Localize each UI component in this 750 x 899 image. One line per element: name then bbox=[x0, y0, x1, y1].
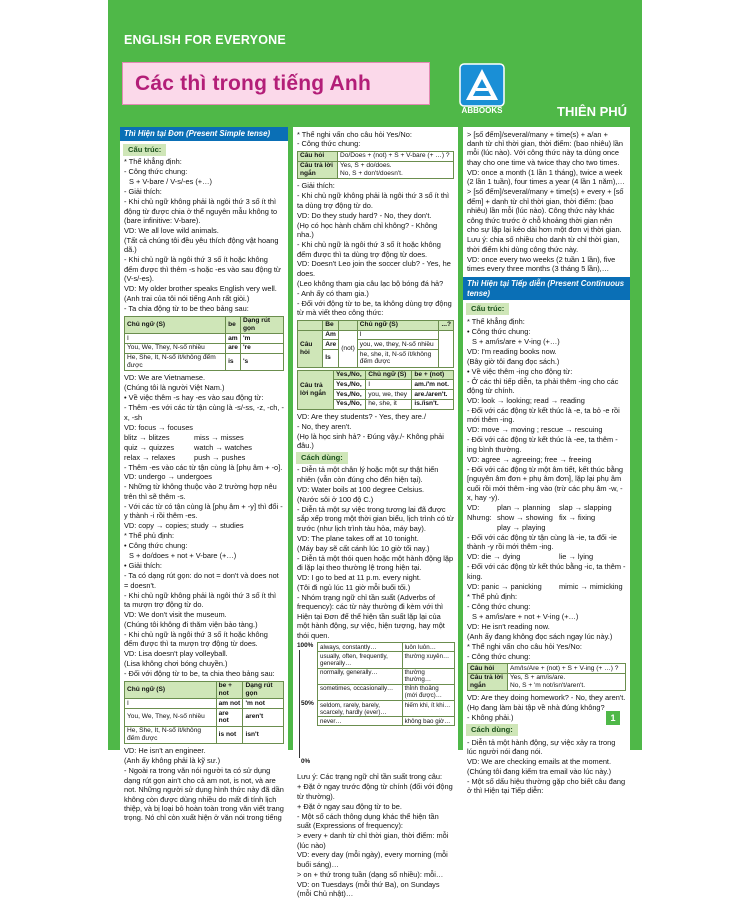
text-line: - Công thức chung: bbox=[124, 167, 188, 177]
example: VD: once every two weeks (2 tuần 1 lần), five times every three months (3 tháng 5 lần),… bbox=[467, 254, 616, 274]
table-header: be + (not) bbox=[412, 370, 454, 380]
logo-text: ABBOOKS bbox=[461, 106, 503, 115]
example-row bbox=[463, 503, 630, 512]
text-line: - Khi chủ ngữ là ngôi thứ 3 số ít hoặc không đếm được thì ta dùng trợ động từ does. bbox=[297, 240, 441, 259]
translation: (Tôi đi ngủ lúc 11 giờ mỗi buổi tối.) bbox=[297, 582, 411, 592]
text-line: * Thể khẳng định: bbox=[467, 316, 525, 326]
example-item: push → pushes bbox=[194, 452, 246, 462]
translation: (Lisa không chơi bóng chuyền.) bbox=[124, 659, 228, 669]
example: VD: We all love wild animals. bbox=[124, 225, 219, 235]
example: VD: copy → copies; study → studies bbox=[124, 521, 244, 531]
table-header: Be bbox=[323, 320, 339, 330]
table-cell: You, We, They, N-số nhiều bbox=[125, 709, 217, 727]
text-line: - Ở các thì tiếp diễn, ta phải thêm -ing cho các động từ chính. bbox=[467, 376, 619, 395]
translation: (Bây giờ tôi đang đọc sách.) bbox=[467, 356, 560, 366]
answer-yes: Yes, S + am/is/are. bbox=[510, 674, 566, 682]
be-answer-table bbox=[297, 370, 454, 410]
adverb: always, constantly… bbox=[318, 643, 403, 652]
example-row bbox=[463, 513, 630, 522]
text-line: - Nhóm trạng ngữ chỉ tần suất (Adverbs of frequency): các từ này thường đi kèm với thì Hiện tại Đơn để thể hiện tần suất lặp lại của một hành động, sự việc, hiện tượng, hay một thói quen. bbox=[297, 592, 445, 640]
example: VD: Are they students? - Yes, they are./ bbox=[297, 411, 426, 421]
percent-50: 50% bbox=[301, 700, 314, 708]
example-row bbox=[463, 552, 630, 561]
page-title: Các thì trong tiếng Anh bbox=[135, 71, 371, 95]
example-item: slap → slapping bbox=[559, 503, 612, 513]
table-header: Chủ ngữ (S) bbox=[125, 681, 217, 699]
example-item: VD: panic → panicking bbox=[467, 581, 542, 591]
table-header: be + not bbox=[216, 681, 243, 699]
translation: (Chúng tôi là người Việt Nam.) bbox=[124, 383, 225, 393]
table-header: ...? bbox=[439, 320, 454, 330]
table-cell: is not bbox=[216, 726, 243, 744]
text-line: - Đối với các động từ một âm tiết, kết thúc bằng [nguyên âm đơn + phụ âm đơn], lặp lại phụ âm cuối rồi mới thêm -ing vào (trừ các phụ âm -w, -x, hay -y). bbox=[467, 464, 624, 503]
continuous-question-table bbox=[467, 663, 626, 691]
text-line: - Khi chủ ngữ là ngôi thứ 3 số ít hoặc không đếm được thì thêm -s hoặc -es vào sau động từ (V-s/-es). bbox=[124, 255, 281, 284]
table-header: Chủ ngữ (S) bbox=[357, 320, 439, 330]
example-item: Nhưng: bbox=[467, 513, 492, 523]
formula: S + do/does + not + V-bare (+…) bbox=[129, 551, 237, 561]
table-header: Yes,/No, bbox=[334, 370, 366, 380]
adverb-meaning: hiếm khi, ít khi… bbox=[402, 701, 454, 717]
example: VD: He isn't an engineer. bbox=[124, 746, 206, 756]
example: VD: We don't visit the museum. bbox=[124, 610, 227, 620]
table-cell: Is bbox=[323, 350, 339, 368]
table-label: Câu trả lời ngắn bbox=[298, 370, 334, 409]
example: VD: I'm reading books now. bbox=[467, 346, 557, 356]
table-cell: I bbox=[357, 330, 439, 340]
to-be-negative-table bbox=[124, 681, 284, 744]
table-header: Chủ ngữ (S) bbox=[366, 370, 412, 380]
table-cell: he, she, it, N-số ít/không đếm được bbox=[357, 350, 439, 368]
example-pair bbox=[120, 443, 288, 452]
table-header: Dạng rút gọn bbox=[240, 316, 283, 334]
example-item: watch → watches bbox=[194, 442, 252, 452]
example: VD: look → looking; read → reading bbox=[467, 395, 585, 405]
structure-label: Cấu trúc: bbox=[123, 144, 166, 156]
be-question-table bbox=[297, 320, 454, 368]
text-line: - Đối với động từ to be, ta không dùng trợ động từ mà viết theo công thức: bbox=[297, 298, 452, 318]
translation: (Leo không tham gia câu lạc bộ bóng đá hả? bbox=[297, 278, 444, 288]
percent-0: 0% bbox=[301, 758, 311, 766]
table-cell: I bbox=[366, 380, 412, 390]
example: VD: Water boils at 100 degree Celsius. bbox=[297, 484, 425, 494]
example: VD: move → moving ; rescue → rescuing bbox=[467, 425, 603, 435]
text-line: - Một số dấu hiệu thường gặp cho biết câu đang ở thì Hiện tại Tiếp diễn: bbox=[467, 776, 626, 796]
frequency-axis bbox=[299, 650, 300, 758]
text-line: > [số đếm]/several/many + time(s) + every + [số đếm] + danh từ chỉ thời gian, thời điểm: (bao nhiêu) lần mỗi (lúc nào). Công thức này khác công thức trước ở chỗ khoảng thời gian nên cho sự lặp lại kéo dài hơn một đơn vị thời gian. bbox=[467, 187, 624, 235]
adverb: never… bbox=[318, 717, 403, 726]
table-cell: 'm bbox=[240, 334, 283, 344]
text-line: - Những từ không thuộc vào 2 trường hợp nêu trên thì sẽ thêm -s. bbox=[124, 482, 277, 501]
translation: (Chúng tôi không đi thăm viện bảo tàng.) bbox=[124, 620, 258, 629]
question-formula-table bbox=[297, 151, 454, 179]
table-cell: 'm not bbox=[243, 699, 284, 709]
table-header: be bbox=[226, 316, 241, 334]
text-line: - Đối với các động từ tận cùng là -ie, ta đổi -ie thành -y rồi mới thêm -ing. bbox=[467, 533, 617, 552]
text-line: - Khi chủ ngữ không phải là ngôi thứ 3 số ít thì động từ được chia ở thể nguyên mẫu không to (bare infinitive: V-bare). bbox=[124, 197, 278, 225]
table-label: Câu hỏi bbox=[468, 664, 508, 674]
text-line: - Đối với các động từ kết thúc bằng -ic, ta thêm -king. bbox=[467, 562, 626, 581]
text-line: - Công thức chung: bbox=[467, 651, 531, 661]
table-cell bbox=[338, 161, 454, 179]
frequency-scale bbox=[297, 642, 454, 770]
text-line: - Ngoài ra trong văn nói người ta có sử dụng dạng rút gọn ain't cho cả am not, is not, và are not. Những người sử dụng hình thức này đã dần không còn được dùng nhiều do mất đi tính lịch thiệp, và bị loại bỏ hoàn toàn trong văn viết trang trọng. Nó chỉ còn xuất hiện ở văn nói trong tiếng bbox=[124, 766, 284, 823]
translation: (Tất cả chúng tôi đều yêu thích động vật hoang dã.) bbox=[124, 235, 279, 255]
translation: (Anh ấy không phải là kỹ sư.) bbox=[124, 756, 221, 766]
example: - No, they aren't. bbox=[297, 421, 352, 431]
example-pair bbox=[120, 433, 288, 442]
translation: (Họ có học hành chăm chỉ không? - Không nha.) bbox=[297, 220, 438, 240]
adverb: normally, generally… bbox=[318, 668, 403, 684]
table-cell: are./aren't. bbox=[412, 390, 454, 400]
table-cell: He, She, It, N-số ít/không đếm được bbox=[125, 353, 226, 371]
note: Lưu ý: chia số nhiều cho danh từ chỉ thời gian, thời điểm khi dùng công thức này. bbox=[467, 235, 620, 254]
example: VD: on Tuesdays (mỗi thứ Ba), on Sundays (mỗi Chủ nhật)… bbox=[297, 879, 440, 899]
series-title: ENGLISH FOR EVERYONE bbox=[124, 33, 286, 47]
example: VD: Are they doing homework? - No, they aren't. bbox=[467, 693, 626, 703]
table-label: Câu hỏi bbox=[298, 151, 338, 161]
example: VD: We are checking emails at the moment. bbox=[467, 756, 612, 766]
adverb-meaning: không bao giờ… bbox=[402, 717, 454, 726]
example: VD: The plane takes off at 10 tonight. bbox=[297, 533, 419, 543]
table-cell bbox=[508, 673, 626, 691]
example: VD: agree → agreeing; free → freeing bbox=[467, 454, 592, 464]
text-line: > every + danh từ chỉ thời gian, thời điểm: mỗi (lúc nào) bbox=[297, 831, 449, 850]
example: VD: focus → focuses bbox=[124, 422, 194, 432]
text-line: - Công thức chung: bbox=[297, 139, 361, 149]
table-cell: Yes,/No, bbox=[334, 399, 366, 409]
column-1 bbox=[120, 127, 288, 823]
example-pair bbox=[120, 453, 288, 462]
text-line: • Về việc thêm -s hay -es vào sau động từ: bbox=[124, 393, 264, 403]
usage-label: Cách dùng: bbox=[296, 452, 348, 464]
book-page bbox=[108, 0, 642, 899]
table-cell: is./isn't. bbox=[412, 399, 454, 409]
text-line: * Thể phủ định: bbox=[124, 531, 174, 541]
example-item: fix → fixing bbox=[559, 513, 596, 523]
usage-label: Cách dùng: bbox=[466, 724, 518, 736]
text-line: - Diễn tả một chân lý hoặc một sự thật hiển nhiên (vẫn còn đúng cho đến hiện tại). bbox=[297, 465, 439, 484]
text-line: - Ta chia động từ to be theo bảng sau: bbox=[124, 304, 249, 314]
text-line: - Thêm -es với các từ tận cùng là -s/-ss, -z, -ch, -x, -sh bbox=[124, 403, 284, 422]
table-cell: Am bbox=[323, 330, 339, 340]
structure-label: Cấu trúc: bbox=[466, 303, 509, 315]
example-row bbox=[463, 582, 630, 591]
text-line: > [số đếm]/several/many + time(s) + a/an + danh từ chỉ thời gian, thời điểm: (bao nhiêu) lần mỗi (lúc nào). Với công thức này ta dùng once thay cho one time và twice thay cho two times. bbox=[467, 129, 623, 167]
table-cell: you, we, they, N-số nhiều bbox=[357, 340, 439, 350]
example: VD: Lisa doesn't play volleyball. bbox=[124, 649, 228, 659]
example: VD: Doesn't Leo join the soccer club? - Yes, he does. bbox=[297, 259, 451, 278]
table-cell: Yes,/No, bbox=[334, 380, 366, 390]
translation: (Anh trai của tôi nói tiếng Anh rất giỏi.) bbox=[124, 294, 250, 304]
table-cell bbox=[439, 330, 454, 367]
table-cell: You, We, They, N-số nhiều bbox=[125, 343, 226, 353]
example-item: VD: die → dying bbox=[467, 552, 521, 562]
page-number: 1 bbox=[606, 711, 620, 725]
example-item: lie → lying bbox=[559, 552, 594, 562]
section-header-present-simple: Thì Hiện tại Đơn (Present Simple tense) bbox=[120, 127, 288, 141]
text-line: - Đối với động từ to be, ta chia theo bảng sau: bbox=[124, 669, 275, 679]
text-line: + Đặt ở ngay trước động từ chính (đối với động từ thường). bbox=[297, 782, 453, 801]
table-cell: Yes,/No, bbox=[334, 390, 366, 400]
adverb: seldom, rarely, barely, scarcely, hardly (ever)… bbox=[318, 701, 403, 717]
translation: (Họ là học sinh hả? - Đúng vậy./- Không phải đâu.) bbox=[297, 431, 444, 451]
text-line: - Diễn tả một thói quen hoặc một hành động lặp đi lặp lại theo thường lệ trong hiện tại. bbox=[297, 553, 454, 572]
frequency-table bbox=[317, 642, 455, 726]
table-cell: you, we, they bbox=[366, 390, 412, 400]
table-cell: I bbox=[125, 699, 217, 709]
table-label: Câu trả lời ngắn bbox=[298, 161, 338, 179]
example-item: miss → misses bbox=[194, 432, 244, 442]
text-line: - Công thức chung: bbox=[467, 601, 531, 611]
translation: (Chúng tôi đang kiểm tra email vào lúc này.) bbox=[467, 766, 612, 776]
text-line: • Công thức chung: bbox=[467, 326, 531, 336]
section-header-present-continuous: Thì Hiện tại Tiếp diễn (Present Continuous tense) bbox=[463, 277, 630, 301]
table-cell: am bbox=[226, 334, 241, 344]
column-3 bbox=[463, 127, 630, 796]
formula: S + V-bare / V-s/-es (+…) bbox=[129, 177, 212, 187]
text-line: - Đối với các động từ kết thúc là -e, ta bỏ -e rồi mới thêm -ing. bbox=[467, 405, 620, 425]
table-header: Chủ ngữ (S) bbox=[125, 316, 226, 334]
text-line: • Công thức chung: bbox=[124, 541, 188, 551]
table-cell: He, She, It, N-số ít/không đếm được bbox=[125, 726, 217, 744]
table-cell: Do/Does + (not) + S + V-bare (+ …) ? bbox=[338, 151, 454, 161]
text-line: * Thể nghi vấn cho câu hỏi Yes/No: bbox=[467, 641, 582, 651]
translation: (Nước sôi ở 100 độ C.) bbox=[297, 494, 374, 504]
example: VD: every day (mỗi ngày), every morning (mỗi buổi sáng)… bbox=[297, 850, 448, 869]
text-line: - Khi chủ ngữ không phải là ngôi thứ 3 số ít thì ta dùng trợ động từ do. bbox=[297, 191, 450, 210]
text-line: + Đặt ở ngay sau động từ to be. bbox=[297, 801, 402, 811]
table-header: Dạng rút gọn bbox=[243, 681, 284, 699]
translation: - Không phải.) bbox=[467, 713, 514, 723]
example-item: mimic → mimicking bbox=[559, 581, 623, 591]
table-label: Câu hỏi bbox=[298, 330, 323, 367]
example-item: play → playing bbox=[497, 523, 546, 533]
example-item: quiz → quizzes bbox=[124, 442, 175, 452]
example-item: show → showing bbox=[497, 513, 553, 523]
adverb-meaning: thường thường… bbox=[402, 668, 454, 684]
adverb: usually, often, frequently, generally… bbox=[318, 652, 403, 668]
formula: S + am/is/are + V-ing (+…) bbox=[472, 336, 560, 346]
example-item: blitz → blitzes bbox=[124, 432, 170, 442]
abbooks-logo bbox=[452, 60, 512, 118]
table-cell: he, she, it bbox=[366, 399, 412, 409]
example: VD: My older brother speaks English very well. bbox=[124, 284, 277, 294]
text-line: Lưu ý: Các trạng ngữ chỉ tần suất trong câu: bbox=[297, 772, 443, 782]
text-line: - Diễn tả một hành động, sự việc xảy ra trong lúc người nói đang nói. bbox=[467, 737, 616, 756]
text-line: - Với các từ có tận cùng là [phụ âm + -y] thì đổi -y thành -i rồi thêm -es. bbox=[124, 501, 283, 521]
text-line: * Thể nghi vấn cho câu hỏi Yes/No: bbox=[297, 129, 412, 139]
table-cell: 's bbox=[240, 353, 283, 371]
formula: S + am/is/are + not + V-ing (+…) bbox=[472, 611, 579, 621]
adverb-meaning: thỉnh thoảng (mới được)… bbox=[402, 684, 454, 700]
example: VD: He isn't reading now. bbox=[467, 621, 550, 631]
table-cell: Are bbox=[323, 340, 339, 350]
example: VD: once a month (1 lần 1 tháng), twice a week (2 lần 1 tuần), four times a year (4 lần 1 năm),… bbox=[467, 167, 625, 187]
example: VD: We are Vietnamese. bbox=[124, 373, 206, 383]
answer-no: No, S + don't/doesn't. bbox=[340, 169, 403, 177]
title-bar bbox=[122, 62, 430, 105]
table-cell: 're bbox=[240, 343, 283, 353]
table-cell: am not bbox=[216, 699, 243, 709]
translation: (Máy bay sẽ cất cánh lúc 10 giờ tối nay.) bbox=[297, 543, 430, 553]
example: VD: undergo → undergoes bbox=[124, 472, 212, 482]
table-cell: aren't bbox=[243, 709, 284, 727]
text-line: • Giải thích: bbox=[124, 561, 162, 571]
text-line: - Ta có dạng rút gọn: do not = don't và does not = doesn't. bbox=[124, 571, 279, 590]
text-line: - Khi chủ ngữ không phải là ngôi thứ 3 số ít thì ta mượn trợ động từ do. bbox=[124, 590, 277, 610]
table-cell: isn't bbox=[243, 726, 284, 744]
table-cell: Am/Is/Are + (not) + S + V-ing (+ …) ? bbox=[508, 664, 626, 674]
translation: (Họ đang làm bài tập về nhà đúng không? bbox=[467, 703, 605, 713]
example: VD: I go to bed at 11 p.m. every night. bbox=[297, 572, 421, 582]
table-cell: are not bbox=[216, 709, 243, 727]
example-item: relax → relaxes bbox=[124, 452, 176, 462]
adverb-meaning: thường xuyên… bbox=[402, 652, 454, 668]
adverb: sometimes, occasionally… bbox=[318, 684, 403, 700]
table-header bbox=[339, 320, 358, 330]
example: VD: Do they study hard? - No, they don't. bbox=[297, 210, 432, 220]
column-2 bbox=[293, 127, 458, 899]
table-cell: is bbox=[226, 353, 241, 371]
text-line: - Giải thích: bbox=[297, 181, 335, 191]
adverb-meaning: luôn luôn… bbox=[402, 643, 454, 652]
text-line: - Khi chủ ngữ là ngôi thứ 3 số ít hoặc không đếm được thì ta mượn trợ động từ does. bbox=[124, 629, 268, 649]
table-label: Câu trả lời ngắn bbox=[468, 673, 508, 691]
table-cell: I bbox=[125, 334, 226, 344]
text-line: > on + thứ trong tuần (dạng số nhiều): mỗi… bbox=[297, 869, 444, 879]
text-line: * Thể phủ định: bbox=[467, 591, 517, 601]
table-cell: (not) bbox=[339, 330, 358, 367]
table-cell: are bbox=[226, 343, 241, 353]
table-header bbox=[298, 320, 323, 330]
text-line: - Giải thích: bbox=[124, 187, 162, 197]
answer-no: No, S + 'm not/isn't/aren't. bbox=[510, 682, 586, 690]
translation: - Anh ấy có tham gia.) bbox=[297, 288, 369, 298]
text-line: - Diễn tả một sự việc trong tương lai đã được sắp xếp trong một thời gian biểu, lịch trình có từ trước (như lịch trình tàu hỏa, máy bay). bbox=[297, 504, 454, 533]
translation: (Anh ấy đang không đọc sách ngay lúc này.) bbox=[467, 631, 613, 641]
text-line: * Thể khẳng định: bbox=[124, 157, 182, 167]
author-name: THIÊN PHÚ bbox=[557, 104, 628, 119]
table-cell: am./'m not. bbox=[412, 380, 454, 390]
example-item: VD: bbox=[467, 503, 480, 513]
answer-yes: Yes, S + do/does. bbox=[340, 162, 392, 170]
to-be-table bbox=[124, 316, 284, 372]
text-line: • Về việc thêm -ing cho động từ: bbox=[467, 366, 573, 376]
text-line: - Đối với các động từ kết thúc là -ee, ta thêm -ing bình thường. bbox=[467, 435, 618, 454]
text-line: - Thêm -es vào các từ tận cùng là [phụ âm + -o]. bbox=[124, 462, 283, 472]
percent-100: 100% bbox=[297, 642, 314, 650]
text-line: - Một số cách thông dụng khác thể hiện tần suất (Expressions of frequency): bbox=[297, 811, 439, 831]
example-item: plan → planning bbox=[497, 503, 551, 513]
